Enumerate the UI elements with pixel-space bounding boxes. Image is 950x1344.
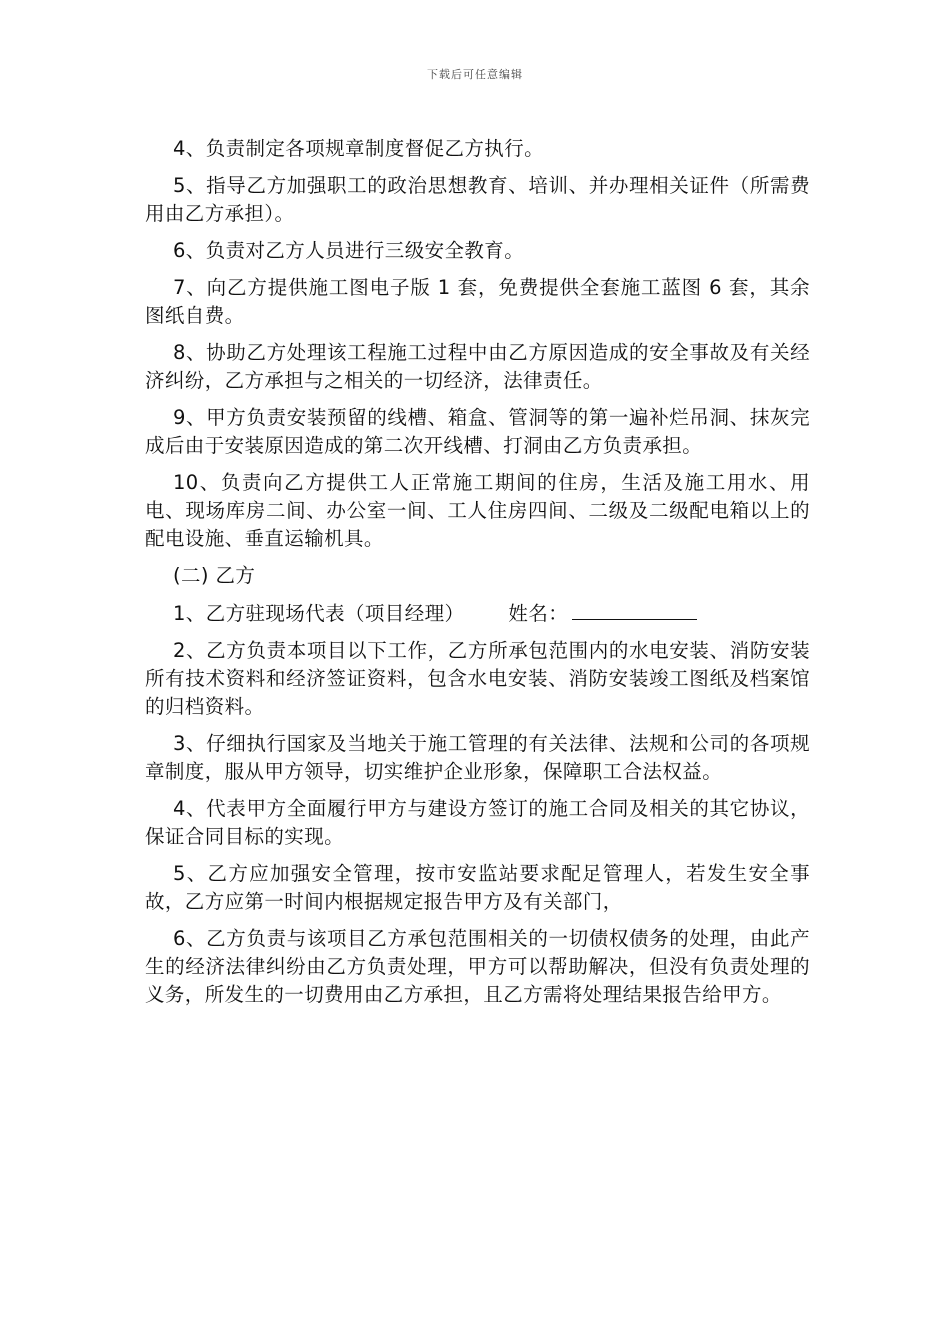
- clause-yi-1: [145, 599, 810, 628]
- clause-jia-8: 8、协助乙方处理该工程施工过程中由乙方原因造成的安全事故及有关经济纠纷，乙方承担与之相关的一切经济，法律责任。: [145, 341, 810, 392]
- site-representative-label: 1、乙方驻现场代表（项目经理）: [173, 602, 465, 625]
- clause-jia-5: 5、指导乙方加强职工的政治思想教育、培训、并办理相关证件（所需费用由乙方承担）。: [145, 174, 810, 225]
- clause-yi-4: 4、代表甲方全面履行甲方与建设方签订的施工合同及相关的其它协议，保证合同目标的实现。: [145, 797, 810, 848]
- document-body: [145, 135, 810, 1018]
- clause-yi-5: 5、乙方应加强安全管理，按市安监站要求配足管理人，若发生安全事故，乙方应第一时间内根据规定报告甲方及有关部门，: [145, 862, 810, 913]
- clause-yi-6: 6、乙方负责与该项目乙方承包范围相关的一切债权债务的处理，由此产生的经济法律纠纷由乙方负责处理，甲方可以帮助解决，但没有负责处理的义务，所发生的一切费用由乙方承担，且乙方需将处理结果报告给甲方。: [145, 927, 810, 1006]
- clause-jia-10: 10、负责向乙方提供工人正常施工期间的住房，生活及施工用水、用电、现场库房二间、办公室一间、工人住房四间、二级及二级配电箱以上的配电设施、垂直运输机具。: [145, 471, 810, 550]
- clause-jia-4: 4、负责制定各项规章制度督促乙方执行。: [173, 137, 545, 160]
- page-header-note: 下载后可任意编辑: [427, 68, 523, 81]
- clause-jia-6: 6、负责对乙方人员进行三级安全教育。: [173, 239, 525, 262]
- name-label: 姓名：: [508, 602, 569, 625]
- clause-jia-7: 7、向乙方提供施工图电子版 1 套，免费提供全套施工蓝图 6 套，其余图纸自费。: [145, 276, 810, 327]
- name-blank-line: [572, 599, 697, 620]
- clause-yi-2: 2、乙方负责本项目以下工作，乙方所承包范围内的水电安装、消防安装所有技术资料和经济签证资料，包含水电安装、消防安装竣工图纸及档案馆的归档资料。: [145, 639, 810, 718]
- clause-jia-9: 9、甲方负责安装预留的线槽、箱盒、管洞等的第一遍补烂吊洞、抹灰完成后由于安装原因造成的第二次开线槽、打洞由乙方负责承担。: [145, 406, 810, 457]
- clause-yi-3: 3、仔细执行国家及当地关于施工管理的有关法律、法规和公司的各项规章制度，服从甲方领导，切实维护企业形象，保障职工合法权益。: [145, 732, 810, 783]
- section-heading-yi: (二) 乙方: [173, 564, 256, 587]
